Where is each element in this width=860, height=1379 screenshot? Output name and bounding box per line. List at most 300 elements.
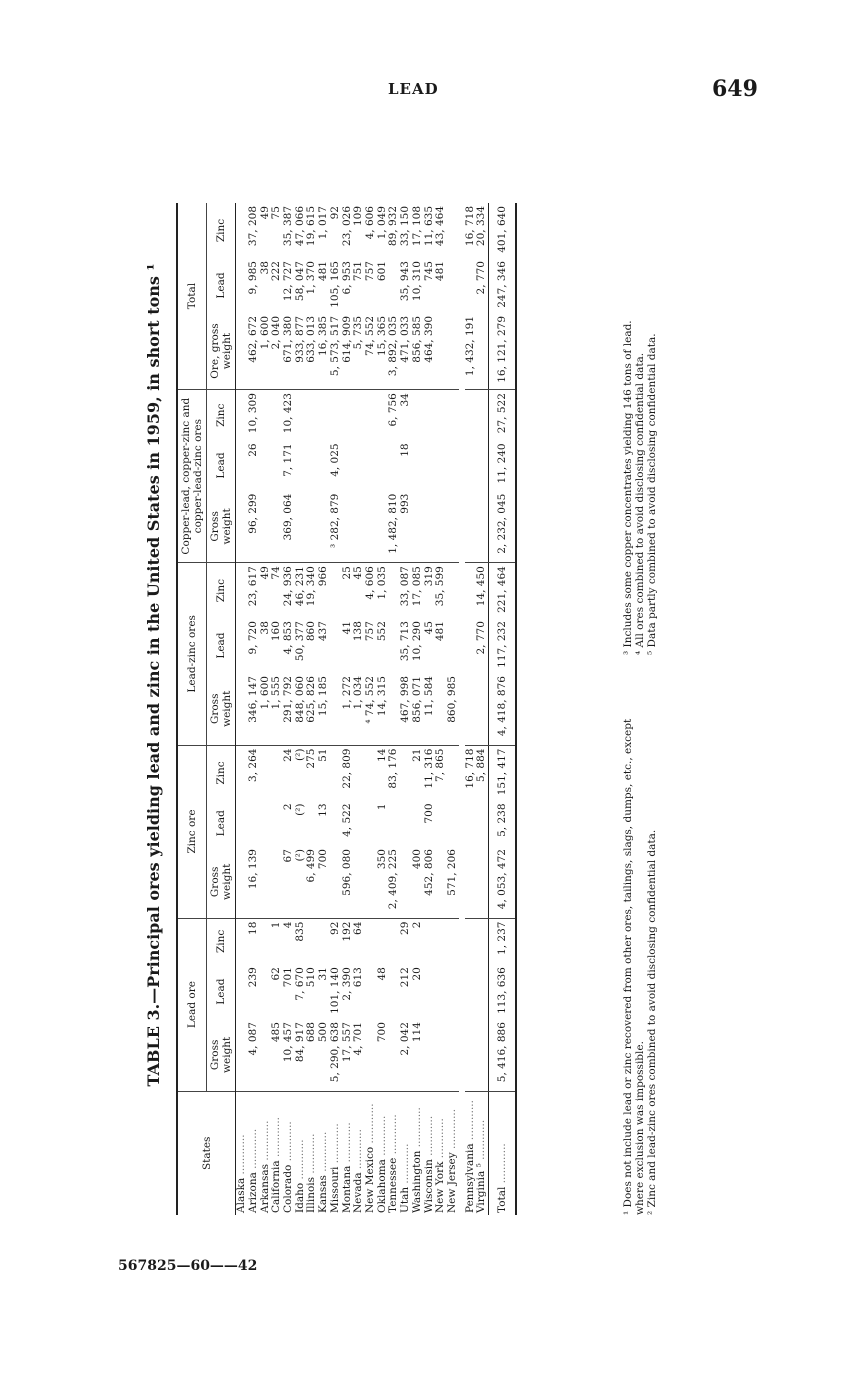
state-name: Virginia ⁵ ............ (476, 1091, 488, 1215)
state-name: Total ............ (489, 1091, 517, 1215)
table-cell: 2, 042 (399, 1022, 412, 1056)
col-subheader: Lead (207, 618, 236, 673)
state-name: Montana ............ (342, 1091, 354, 1215)
state-name: Idaho ............ (295, 1091, 307, 1215)
state-label: Tennessee (387, 1157, 400, 1213)
table-cell (435, 390, 447, 441)
table-cell (353, 440, 365, 490)
table-row (424, 203, 436, 1215)
table-cell (330, 745, 342, 800)
table-cell (353, 491, 365, 563)
table-cell: 481 (434, 621, 447, 642)
rotated-content (118, 100, 763, 1250)
table-cell (476, 1019, 488, 1091)
table-cell: 4, 606 (365, 563, 377, 618)
table-cell (306, 390, 318, 441)
table-cell: 2 (412, 918, 424, 964)
table-cell: 24, 936 (283, 563, 295, 618)
table-cell (424, 440, 436, 490)
table-cell: 160 (270, 621, 283, 642)
table-cell (412, 491, 424, 563)
table-cell: 6, 499 (305, 849, 318, 883)
table-cell: 5, 735 (352, 315, 365, 350)
table-cell (412, 440, 424, 490)
table-cell (295, 440, 307, 490)
state-label: Wisconsin (422, 1159, 435, 1213)
footnote: ³ Includes some copper concentrates yielding 146 tons of lead. (622, 320, 634, 655)
table-cell: 15, 185 (317, 676, 330, 717)
table-cell: 38 (258, 261, 271, 275)
table-cell: 31 (317, 967, 330, 981)
table-cell: 4, 053, 472 (489, 846, 517, 918)
table-cell: 1 (375, 803, 388, 811)
rotated-table-container (118, 100, 763, 1250)
table-cell: (²) (293, 849, 306, 862)
table-cell: 860, 985 (445, 676, 458, 723)
table-cell: 11, 635 (422, 206, 435, 247)
table-cell: 4, 606 (363, 206, 376, 240)
table-cell: 11, 240 (489, 440, 517, 490)
table-cell: 114 (410, 1022, 423, 1043)
table-cell: 2, 390 (340, 967, 353, 1001)
table-cell: 117, 232 (489, 618, 517, 673)
table-cell: 48 (375, 967, 388, 981)
table-cell: 1, 049 (375, 206, 388, 240)
table-cell: 481 (317, 261, 330, 282)
table-cell: 84, 917 (293, 1022, 306, 1063)
table-row (260, 203, 272, 1215)
table-cell: 6, 756 (388, 390, 400, 441)
table-cell: 49 (258, 206, 271, 220)
state-name: Oklahoma ............ (377, 1091, 389, 1215)
table-cell: 319 (424, 563, 436, 618)
state-name: Alaska ............ (236, 1091, 248, 1215)
table-cell: 51 (318, 745, 330, 800)
table-cell (424, 491, 436, 563)
state-name: Tennessee ............ (388, 1091, 400, 1215)
table-cell (236, 800, 248, 846)
table-cell: 613 (352, 967, 365, 988)
state-name: California ............ (271, 1091, 283, 1215)
table-cell: 25 (342, 563, 354, 618)
table-cell (353, 846, 365, 918)
table-cell (353, 800, 365, 846)
table-cell: 1 (271, 918, 283, 964)
table-cell (447, 440, 459, 490)
table-cell (377, 440, 389, 490)
col-subheader: Zinc (207, 563, 236, 618)
table-cell (365, 918, 377, 964)
table-cell (465, 1019, 477, 1091)
state-name: Nevada ............ (353, 1091, 365, 1215)
table-cell (465, 800, 477, 846)
table-cell (476, 390, 488, 441)
table-cell: 5, 238 (489, 800, 517, 846)
table-cell: 700 (422, 803, 435, 824)
table-cell (260, 745, 272, 800)
state-label: Nevada (352, 1172, 365, 1213)
state-name: Utah ............ (400, 1091, 412, 1215)
table-cell: 92 (330, 918, 342, 964)
table-cell: 16, 718 (465, 745, 477, 800)
table-cell: 16, 139 (246, 849, 259, 890)
state-label: Illinois (305, 1176, 318, 1213)
table-cell: 50, 377 (293, 621, 306, 662)
table-cell: 596, 080 (340, 849, 353, 896)
page-header-title: LEAD (388, 80, 439, 98)
table-cell (388, 800, 400, 846)
table-cell: 7, 670 (293, 967, 306, 1001)
state-label: Arkansas (258, 1163, 271, 1213)
table-cell (447, 563, 459, 618)
table-cell: 12, 727 (282, 261, 295, 302)
table-cell: 18 (248, 918, 260, 964)
table-cell: 74 (271, 563, 283, 618)
state-name: Arizona ............ (248, 1091, 260, 1215)
state-label: New Jersey (445, 1152, 458, 1213)
table-cell: 757 (363, 261, 376, 282)
table-cell (353, 745, 365, 800)
state-label: New York (434, 1161, 447, 1213)
table-row (283, 203, 295, 1215)
table-cell: ³ 282, 879 (328, 493, 341, 548)
col-subheader: Gross weight (207, 491, 236, 563)
table-cell: 109 (352, 206, 365, 227)
table-cell: 614, 909 (340, 315, 353, 363)
table-cell: 4, 025 (328, 443, 341, 477)
table-cell: 400 (410, 849, 423, 870)
table-cell: 835 (295, 918, 307, 964)
state-name: Washington ............ (412, 1091, 424, 1215)
table-cell (435, 1019, 447, 1091)
table-cell (330, 673, 342, 745)
table-cell (465, 964, 477, 1019)
table-cell (465, 673, 477, 745)
table-cell (365, 390, 377, 441)
table-cell: 275 (306, 745, 318, 800)
table-cell (365, 1019, 377, 1091)
state-label: New Mexico (363, 1146, 376, 1213)
table-cell (365, 440, 377, 490)
table-cell: 7, 171 (282, 443, 295, 477)
print-code: 567825—60——42 (118, 1258, 258, 1274)
table-cell: 222 (270, 261, 283, 282)
table-cell (365, 800, 377, 846)
table-cell: 29 (400, 918, 412, 964)
table-cell (435, 491, 447, 563)
table-cell: 671, 380 (282, 315, 295, 363)
table-cell (476, 800, 488, 846)
table-cell: 1, 432, 191 (463, 315, 476, 377)
table-cell: 1, 237 (489, 918, 517, 964)
table-cell: 10, 290 (410, 621, 423, 662)
table-cell (465, 846, 477, 918)
table-cell: 22, 809 (342, 745, 354, 800)
table-cell: 247, 346 (489, 258, 517, 313)
table-cell (400, 800, 412, 846)
table-cell (260, 491, 272, 563)
table-cell: 37, 208 (246, 206, 259, 247)
group-lead-zinc-ores: Lead-zinc ores (177, 563, 207, 745)
table-cell: 966 (318, 563, 330, 618)
state-name: Kansas ............ (318, 1091, 330, 1215)
state-label: Colorado (282, 1164, 295, 1213)
table-cell: 571, 206 (445, 849, 458, 896)
table-cell (248, 800, 260, 846)
table-cell: 14 (377, 745, 389, 800)
table-cell: 1, 600 (258, 676, 271, 710)
table-cell: 856, 071 (410, 676, 423, 723)
table-cell: 1, 272 (340, 676, 353, 710)
table-cell: 11, 584 (422, 676, 435, 717)
table-cell: 2 (282, 803, 295, 811)
table-cell: 481 (434, 261, 447, 282)
table-cell (342, 440, 354, 490)
table-cell: 700 (375, 1022, 388, 1043)
table-cell (260, 800, 272, 846)
col-subheader: Zinc (207, 390, 236, 441)
table-cell (295, 491, 307, 563)
table-cell: 350 (375, 849, 388, 870)
table-cell (318, 390, 330, 441)
col-subheader: Zinc (207, 918, 236, 964)
state-label: Montana (340, 1165, 353, 1213)
table-cell: 19, 615 (305, 206, 318, 247)
table-cell: 26 (246, 443, 259, 457)
col-subheader: Lead (207, 800, 236, 846)
col-subheader: Ore, gross weight (207, 313, 236, 390)
table-cell: 500 (317, 1022, 330, 1043)
table-cell: 64 (353, 918, 365, 964)
table-cell: 192 (342, 918, 354, 964)
table-cell (260, 440, 272, 490)
table-cell: 58, 047 (293, 261, 306, 302)
table-cell: 4, 522 (340, 803, 353, 837)
table-cell: 5, 416, 886 (489, 1019, 517, 1091)
table-cell: 745 (422, 261, 435, 282)
table-cell: 62 (270, 967, 283, 981)
table-cell: 19, 340 (306, 563, 318, 618)
state-label: Idaho (293, 1182, 306, 1213)
table-row (330, 203, 342, 1215)
table-cell: 10, 309 (248, 390, 260, 441)
state-label: California (270, 1160, 283, 1213)
state-name: New Mexico ............ (365, 1091, 377, 1215)
table-cell: 5, 884 (476, 745, 488, 800)
table-cell (365, 846, 377, 918)
table-cell (424, 918, 436, 964)
table-cell: 10, 423 (283, 390, 295, 441)
table-cell: 75 (270, 206, 283, 220)
table-cell: 74, 552 (363, 315, 376, 357)
table-cell: 23, 026 (340, 206, 353, 247)
group-lead-ore: Lead ore (177, 918, 207, 1091)
table-cell: 221, 464 (489, 563, 517, 618)
table-cell (306, 918, 318, 964)
table-cell: 5, 573, 517 (328, 315, 341, 377)
state-name: Pennsylvania ............ (465, 1091, 477, 1215)
table-cell: 5, 290, 638 (328, 1022, 341, 1083)
table-cell: 45 (422, 621, 435, 635)
table-cell (412, 390, 424, 441)
table-cell: 3, 892, 035 (387, 315, 400, 377)
col-subheader: Gross weight (207, 1019, 236, 1091)
table-cell: 437 (317, 621, 330, 642)
table-cell (447, 313, 459, 390)
table-cell (447, 1019, 459, 1091)
table-cell (435, 918, 447, 964)
table-cell: 24 (283, 745, 295, 800)
total-row (489, 203, 517, 1215)
table-cell (365, 491, 377, 563)
table-cell: 2, 770 (475, 261, 488, 295)
state-label: Alaska (235, 1177, 248, 1213)
table-cell: 14, 450 (476, 563, 488, 618)
table-cell: 1, 035 (377, 563, 389, 618)
table-cell: 105, 165 (328, 261, 341, 308)
table-cell: 1, 482, 810 (387, 493, 400, 554)
table-cell (465, 491, 477, 563)
table-cell: 16, 121, 279 (489, 313, 517, 390)
table-cell: 6, 953 (340, 261, 353, 295)
table-cell: 993 (399, 493, 412, 514)
table-cell (476, 491, 488, 563)
table-cell: 16, 385 (317, 315, 330, 357)
table-cell: 17, 557 (340, 1022, 353, 1063)
table-row (248, 203, 260, 1215)
group-total: Total (177, 203, 207, 390)
table-cell (447, 390, 459, 441)
table-cell: 239 (246, 967, 259, 988)
table-cell: 21 (412, 745, 424, 800)
table-cell (377, 918, 389, 964)
state-label: Virginia ⁵ (475, 1163, 488, 1213)
state-label: Arizona (246, 1172, 259, 1213)
table-cell: 89, 932 (387, 206, 400, 247)
table-cell: 43, 464 (434, 206, 447, 247)
table-cell: 4, 701 (352, 1022, 365, 1056)
table-cell: 291, 792 (282, 676, 295, 723)
table-cell: 113, 636 (489, 964, 517, 1019)
group-zinc-ore: Zinc ore (177, 745, 207, 918)
table-cell: 35, 599 (435, 563, 447, 618)
table-cell: 751 (352, 261, 365, 282)
table-cell (424, 390, 436, 441)
table-cell: 45 (353, 563, 365, 618)
table-cell (476, 313, 488, 390)
table-cell (330, 618, 342, 673)
state-name: New York ............ (435, 1091, 447, 1215)
table-cell: 18 (399, 443, 412, 457)
table-cell: 856, 585 (410, 315, 423, 363)
table-cell: 34 (400, 390, 412, 441)
table-cell: 14, 315 (375, 676, 388, 717)
footnote: ⁴ All ores combined to avoid disclosing confidential data. (634, 352, 646, 655)
table-cell: 16, 718 (463, 206, 476, 247)
col-subheader: Lead (207, 258, 236, 313)
table-cell: 1, 555 (270, 676, 283, 710)
table-cell: 20 (410, 967, 423, 981)
table-cell (465, 918, 477, 964)
table-row (447, 203, 459, 1215)
table-cell: 467, 998 (399, 676, 412, 723)
group-copper-ores: Copper-lead, copper-zinc and copper-lead-zinc ores (177, 390, 207, 563)
footnote: ¹ Does not include lead or zinc recovered from other ores, tailings, slags, dumps, etc., except where exclusion was impossible. (622, 718, 646, 1215)
table-cell (447, 964, 459, 1019)
table-cell: 138 (352, 621, 365, 642)
table-cell: (²) (295, 745, 307, 800)
table-cell (260, 846, 272, 918)
table-cell: 346, 147 (246, 676, 259, 723)
table-cell: 2, 409, 225 (387, 849, 400, 910)
ore-table (176, 203, 517, 1215)
footnote: ² Zinc and lead-zinc ores combined to avoid disclosing confidential data. (646, 829, 658, 1215)
col-subheader: Lead (207, 440, 236, 490)
col-subheader: Zinc (207, 745, 236, 800)
table-row (342, 203, 354, 1215)
col-states: States (177, 1091, 236, 1215)
col-subheader: Zinc (207, 203, 236, 258)
table-cell (476, 918, 488, 964)
table-cell (465, 440, 477, 490)
table-cell: 1, 017 (317, 206, 330, 240)
table-cell (476, 964, 488, 1019)
table-cell (435, 964, 447, 1019)
table-cell (424, 1019, 436, 1091)
table-cell: 92 (328, 206, 341, 220)
table-cell: 9, 720 (246, 621, 259, 655)
table-cell: 401, 640 (489, 203, 517, 258)
table-cell: 67 (282, 849, 295, 863)
table-cell (330, 846, 342, 918)
table-cell: 101, 140 (328, 967, 341, 1014)
table-cell: 151, 417 (489, 745, 517, 800)
col-subheader: Gross weight (207, 846, 236, 918)
state-label: Kansas (317, 1175, 330, 1213)
table-cell: 688 (305, 1022, 318, 1043)
table-cell (447, 800, 459, 846)
table-cell: 83, 176 (388, 745, 400, 800)
table-cell: 757 (363, 621, 376, 642)
table-cell (447, 745, 459, 800)
table-cell (306, 491, 318, 563)
table-cell: 46, 231 (295, 563, 307, 618)
table-cell: 860 (305, 621, 318, 642)
table-cell: 3, 264 (248, 745, 260, 800)
state-name: Arkansas ............ (260, 1091, 272, 1215)
table-cell: 33, 150 (399, 206, 412, 247)
table-row (365, 203, 377, 1215)
table-cell: ⁴ 74, 552 (363, 676, 376, 724)
table-cell: 848, 060 (293, 676, 306, 723)
table-cell (306, 440, 318, 490)
table-cell (435, 440, 447, 490)
table-cell: 15, 365 (375, 315, 388, 357)
table-cell: 369, 064 (282, 493, 295, 541)
table-cell (330, 390, 342, 441)
table-cell: 13 (317, 803, 330, 817)
col-subheader: Gross weight (207, 673, 236, 745)
table-cell (447, 918, 459, 964)
state-label: Pennsylvania (463, 1143, 476, 1213)
state-name: Wisconsin ............ (424, 1091, 436, 1215)
table-cell: 1, 370 (305, 261, 318, 295)
table-cell: 2, 040 (270, 315, 283, 350)
table-cell (295, 390, 307, 441)
table-cell (424, 964, 436, 1019)
table-cell (476, 673, 488, 745)
table-cell: 1, 034 (352, 676, 365, 710)
